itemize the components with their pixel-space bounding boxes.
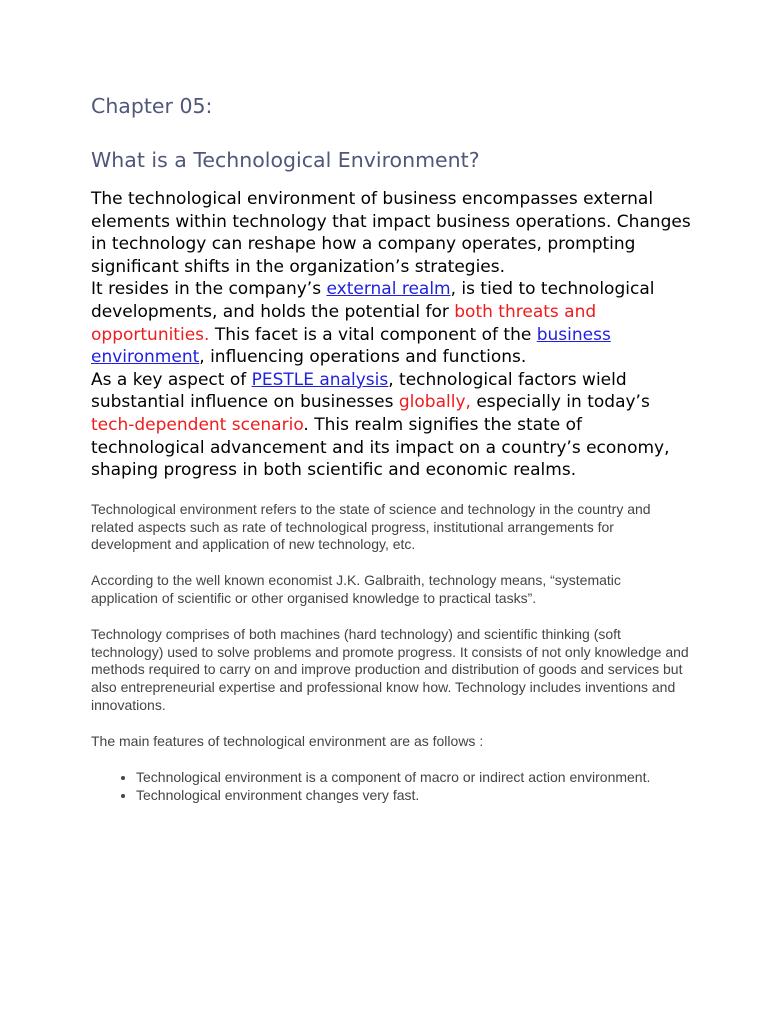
lead-text: As a key aspect of (91, 369, 252, 390)
lead-text: especially in today’s (470, 392, 650, 413)
lead-text: It resides in the company’s (91, 279, 327, 300)
lead-text: . This realm signifies the state of technological advancement and its impact on a country’s economy, shaping progress in both scientific and economic realms. (91, 414, 670, 481)
body-paragraph-3: Technology comprises of both machines (hard technology) and scientific thinking (soft technology) used to solve problems and promote progress. It consists of not only knowledge and methods required to carry on and improve production and distribution of goods and services but also entrepreneurial expertise and professional know how. Technology includes inventions and innovations. (91, 625, 689, 713)
lead-text: This facet is a vital component of the (209, 324, 537, 345)
pestle-analysis-link[interactable]: PESTLE analysis (251, 369, 389, 390)
lead-text: , influencing operations and functions. (199, 347, 527, 368)
lead-paragraph-1: The technological environment of business encompasses external elements within technology that impact business operations. Changes in technology can reshape how a company operates, prompting significant shifts in the organization’s strategies. (91, 189, 691, 277)
highlight-text: globally, (398, 392, 471, 413)
body-paragraph-1: Technological environment refers to the state of science and technology in the country and related aspects such as rate of technological progress, institutional arrangements for development and application of new technology, etc. (91, 500, 651, 553)
lead-paragraph-2 (91, 278, 691, 368)
lead-paragraph-3 (91, 369, 691, 482)
lead-text: , is tied to technological developments, and holds the potential for (91, 279, 655, 322)
lead-text: , technological factors wield substantial influence on businesses (91, 369, 627, 413)
body-paragraph-4: The main features of technological environment are as follows : (91, 732, 484, 749)
business-environment-link[interactable]: business environment (91, 324, 611, 368)
document-page (91, 88, 691, 805)
external-realm-link[interactable]: external realm (326, 279, 451, 300)
highlight-text: tech-dependent scenario (91, 414, 304, 435)
list-item: • Technological environment changes very fast. (136, 787, 691, 805)
features-list (91, 769, 691, 805)
highlight-text: both threats and opportunities. (91, 301, 597, 345)
body-paragraph-2: According to the well known economist J.K. Galbraith, technology means, “systematic application of scientific or other organised knowledge to practical tasks”. (91, 572, 621, 606)
lead-section (91, 188, 691, 482)
chapter-heading: Chapter 05: (91, 94, 213, 118)
section-title: What is a Technological Environment? (91, 148, 480, 172)
list-item: • Technological environment is a component of macro or indirect action environment. (136, 769, 691, 787)
